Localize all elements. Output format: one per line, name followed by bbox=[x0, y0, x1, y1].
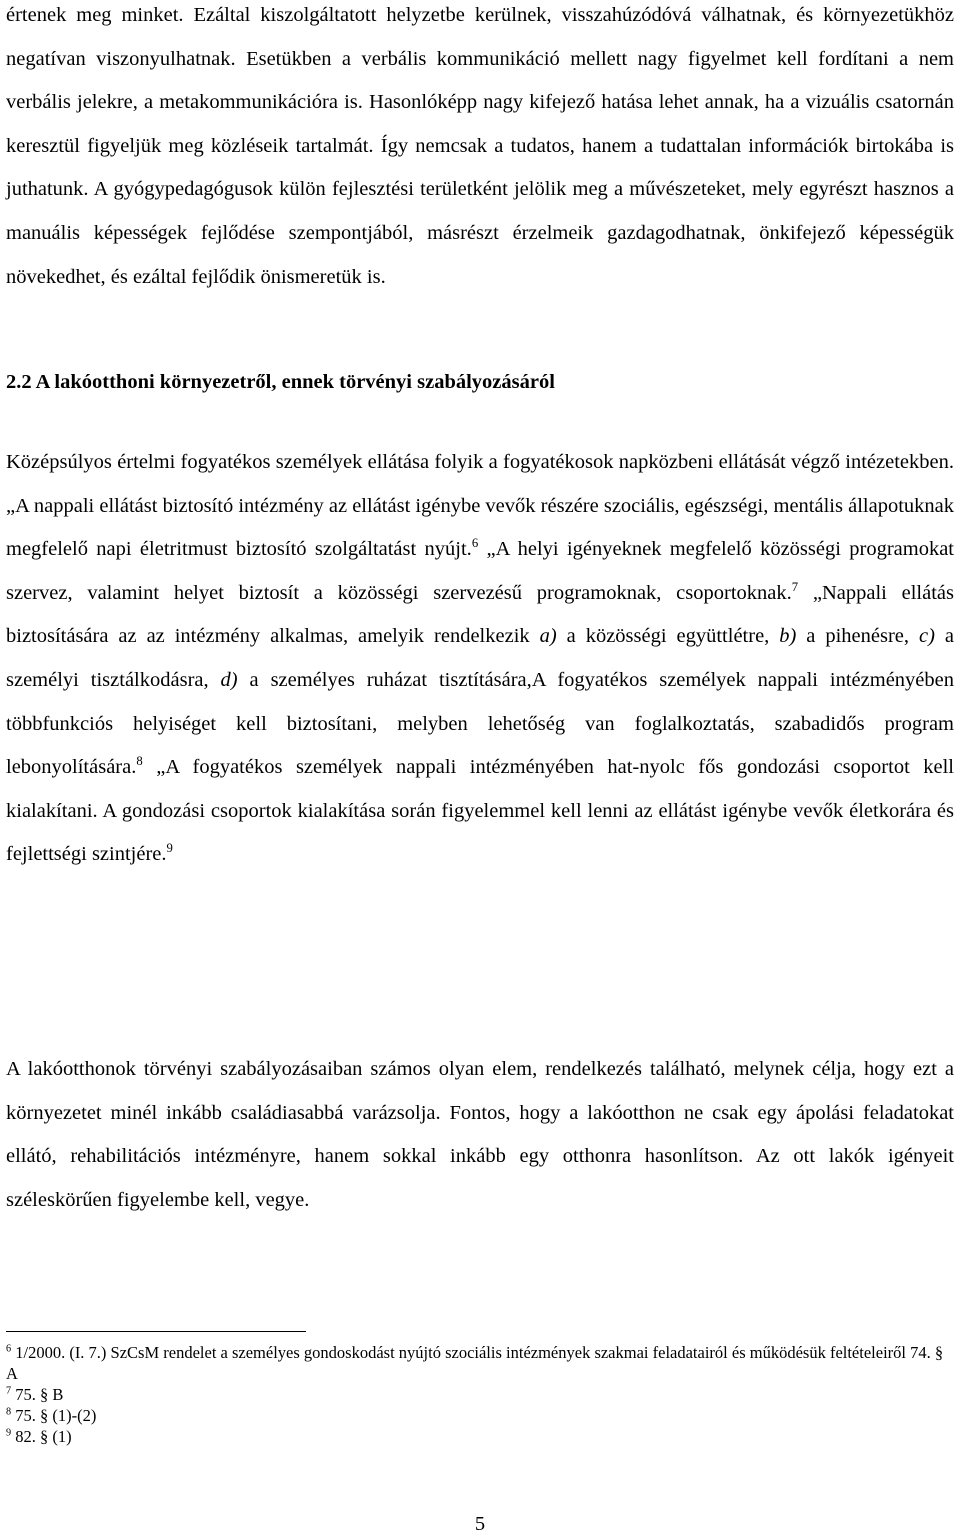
quote-community-programs: „A helyi igényeknek megfelelő közösségi programokat szervez, valamint helyet biztosít a közösségi szervezésű programoknak, csoportoknak. bbox=[6, 538, 954, 604]
footnote-separator bbox=[6, 1331, 306, 1332]
paragraph-residential-homes: A lakóotthonok törvényi szabályozásaiban számos olyan elem, rendelkezés található, melynek célja, hogy ezt a környezetet minél inkább családiasabbá varázsolja. Fontos, hogy a lakóotthon ne csak egy ápolási feladatokat ellátó, rehabilitációs intézményre, hanem sokkal inkább egy otthonra hasonlítson. Az ott lakók igényeit széleskörűen figyelembe kell, vegye. bbox=[6, 1058, 954, 1211]
footnote-ref-7: 7 bbox=[791, 579, 799, 594]
page-number: 5 bbox=[474, 1513, 486, 1535]
paragraph-day-care: Középsúlyos értelmi fogyatékos személyek ellátása folyik a fogyatékosok napközbeni ellátását végző intézetekben. „A nappali ellátást biztosító intézmény az ellátást igénybe vevők részére szociális, egészségi, mentális állapotuknak megfelelő napi életritmust biztosító szolgáltatást nyújt.$^6$ „A helyi igényeknek megfelelő közösségi programokat szervez, valamint helyet biztosít a közösségi szervezésű programoknak, csoportoknak.$^7$ „Nappali ellátás biztosítására az az intézmény alkalmas, amelyik rendelkezik a) a közösségi együttlétre, b) a pihenésre, c) a személyi tisztálkodásra, d) a személyes ruházat tisztítására,A fogyatékos személyek nappali intézményében többfunkciós helyiséget kell biztosítani, melyben lehetőség van foglalkoztatás, szabadidős program lebonyolítására.$^8$ „A fogyatékos személyek nappali intézményében hat-nyolc fős gondozási csoportot kell kialakítani. A gondozási csoportok kialakítása során figyelemmel kell lenni az ellátást igénybe vevők életkorára és fejlettségi szintjére.$^9$ bbox=[6, 451, 954, 866]
quote-care-groups: „A fogyatékos személyek nappali intézményében hat-nyolc fős gondozási csoportot kell kialakítani. A gondozási csoportok kialakítása során figyelemmel kell lenni az ellátást igénybe vevők életkorára és fejlettségi szintjére. bbox=[6, 756, 954, 866]
paragraph-communication: értenek meg minket. Ezáltal kiszolgáltatott helyzetbe kerülnek, visszahúzódóvá válhatnak, és környezetükhöz negatívan viszonyulhatnak. Esetükben a verbális kommunikáció mellett nagy figyelmet kell fordítani a nem verbális jelekre, a metakommunikációra is. Hasonlóképp nagy kifejező hatása lehet annak, ha a vizuális csatornán keresztül figyeljük meg közléseik tartalmát. Így nemcsak a tudatos, hanem a tudattalan információk birtokába is juthatunk. A gyógypedagógusok külön fejlesztési területként jelölik meg a művészeteket, mely egyrészt hasznos a manuális képességek fejlődése szempontjából, másrészt érzelmeik gazdagodhatnak, önkifejező képességük növekedhet, és ezáltal fejlődik önismeretük is. bbox=[6, 4, 954, 288]
day-care-intro: Középsúlyos értelmi fogyatékos személyek ellátása folyik a fogyatékosok napközbeni ellátását végző intézetekben. bbox=[6, 451, 954, 473]
quote-facility-requirements: „Nappali ellátás biztosítására az az intézmény alkalmas, amelyik rendelkezik bbox=[6, 581, 954, 648]
footnote-9: $^9$ 82. § (1) bbox=[6, 1427, 72, 1446]
list-marker-d: d) bbox=[220, 668, 238, 691]
section-heading: 2.2 A lakóotthoni környezetről, ennek törvényi szabályozásáról bbox=[6, 371, 555, 393]
list-marker-b: b) bbox=[779, 625, 797, 648]
footnotes bbox=[6, 1342, 954, 1447]
footnote-7: $^7$ 75. § B bbox=[6, 1385, 64, 1404]
footnote-ref-9: 9 bbox=[166, 841, 173, 856]
footnote-6: $^6$ 1/2000. (I. 7.) SzCsM rendelet a személyes gondoskodást nyújtó szociális intézmények szakmai feladatairól és működésük feltételeiről 74. § A bbox=[6, 1343, 944, 1383]
footnote-ref-6: 6 bbox=[471, 536, 479, 551]
footnote-8: $^8$ 75. § (1)-(2) bbox=[6, 1406, 97, 1425]
list-marker-a: a) bbox=[539, 625, 557, 648]
quote-day-care-service: „A nappali ellátást biztosító intézmény az ellátást igénybe vevők részére szociális, egészségi, mentális állapotuknak megfelelő napi életritmust biztosító szolgáltatást nyújt. bbox=[6, 494, 954, 561]
list-marker-c: c) bbox=[919, 625, 935, 648]
footnote-ref-8: 8 bbox=[136, 754, 143, 769]
